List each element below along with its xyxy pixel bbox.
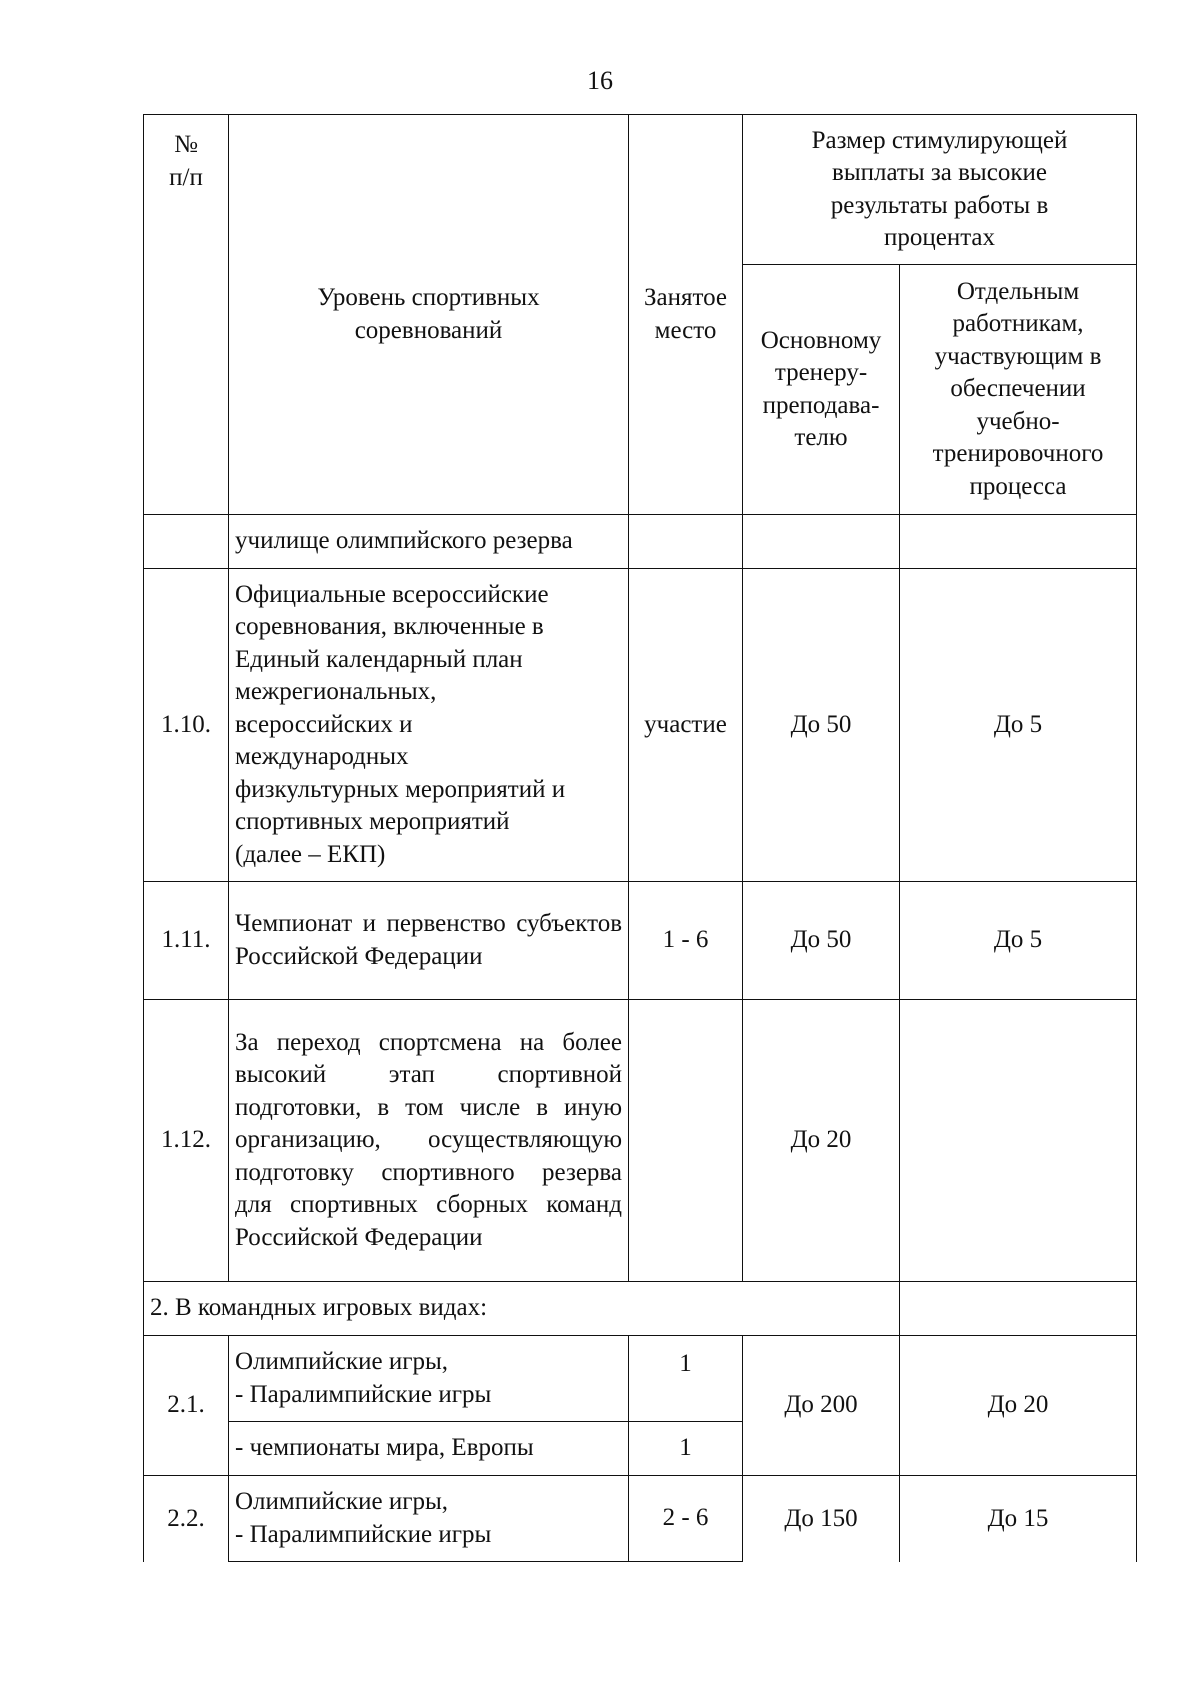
cell-level: За переход спортсмена на более высокий этап спортивной подготовки, в том числе в иную организацию, осуществляющую подготовку спортивного резерва для спортивных сборных команд Российской Федерации [229, 1000, 629, 1282]
cell-main-coach: До 50 [743, 569, 900, 882]
header-number-line: п/п [169, 163, 203, 191]
section-title: 2. В командных игровых видах: [144, 1282, 900, 1336]
cell-main-coach [743, 515, 900, 569]
cell-other-staff [900, 1000, 1137, 1282]
cell-main-coach: До 200 [743, 1336, 900, 1476]
table-row [144, 569, 1137, 882]
header-place-line: Занятое [644, 284, 727, 311]
cell-level-line: Единый календарный план [235, 645, 523, 673]
cell-number: 1.10. [144, 569, 229, 882]
cell-main-coach: До 150 [743, 1476, 900, 1562]
cell-other-staff [900, 515, 1137, 569]
header-number [144, 115, 229, 515]
cell-level: Чемпионат и первенство субъектов Российской Федерации [229, 882, 629, 1000]
header-payment-line: процентах [883, 224, 996, 251]
header-place-line: место [654, 316, 717, 344]
cell-other-staff: До 20 [900, 1336, 1137, 1476]
cell-number [144, 515, 229, 569]
header-other-staff-line: Отдельным [956, 277, 1080, 305]
header-level [229, 115, 629, 515]
cell-other-staff [900, 1282, 1137, 1336]
cell-level-line: международных [235, 743, 409, 771]
cell-number: 2.2. [144, 1476, 229, 1562]
header-level-line: Уровень спортивных [317, 284, 540, 311]
cell-other-staff: До 5 [900, 882, 1137, 1000]
cell-main-coach: До 20 [743, 1000, 900, 1282]
section-row [144, 1282, 1137, 1336]
header-payment-line: Размер стимулирующей [811, 126, 1068, 154]
header-place [629, 115, 743, 515]
cell-number: 2.1. [144, 1336, 229, 1476]
header-main-coach-line: преподава- [762, 391, 880, 419]
cell-level: - чемпионаты мира, Европы [229, 1422, 629, 1476]
cell-level [229, 1336, 629, 1422]
cell-place: 1 - 6 [629, 882, 743, 1000]
cell-other-staff: До 15 [900, 1476, 1137, 1562]
cell-level: училище олимпийского резерва [229, 515, 629, 569]
payment-table [143, 114, 1137, 1562]
table-row [144, 1476, 1137, 1562]
cell-level [229, 1476, 629, 1562]
header-other-staff-line: работникам, [952, 310, 1084, 338]
header-main-coach-line: телю [794, 424, 848, 451]
cell-level-line: (далее – ЕКП) [235, 840, 386, 868]
cell-level-line: Олимпийские игры, [235, 1488, 449, 1515]
cell-place [629, 515, 743, 569]
header-payment-line: результаты работы в [830, 191, 1049, 219]
cell-place: участие [629, 569, 743, 882]
header-level-line: соревнований [354, 316, 503, 344]
cell-other-staff: До 5 [900, 569, 1137, 882]
cell-number: 1.11. [144, 882, 229, 1000]
header-other-staff [900, 265, 1137, 515]
cell-place: 1 [629, 1336, 743, 1422]
cell-level-line: соревнования, включенные в [235, 613, 544, 641]
header-other-staff-line: участвующим в [934, 342, 1102, 370]
cell-place [629, 1000, 743, 1282]
header-main-coach [743, 265, 900, 515]
table-row [144, 882, 1137, 1000]
cell-level-line: межрегиональных, [235, 678, 437, 706]
cell-level-line: - Паралимпийские игры [235, 1380, 492, 1408]
cell-level-line: - Паралимпийские игры [235, 1520, 492, 1548]
cell-number: 1.12. [144, 1000, 229, 1282]
cell-level-line: спортивных мероприятий [235, 808, 510, 836]
header-other-staff-line: тренировочного [932, 440, 1104, 468]
cell-level-line: физкультурных мероприятий и [235, 775, 566, 803]
cell-place: 1 [629, 1422, 743, 1476]
cell-level-line: Официальные всероссийские [235, 580, 549, 608]
header-other-staff-line: обеспечении [950, 375, 1086, 403]
cell-level [229, 569, 629, 882]
cell-level-line: Олимпийские игры, [235, 1348, 449, 1375]
header-payment-line: выплаты за высокие [832, 159, 1047, 186]
header-main-coach-line: Основному [760, 326, 882, 354]
cell-main-coach: До 50 [743, 882, 900, 1000]
table-row [144, 515, 1137, 569]
header-payment-group [743, 115, 1137, 265]
page-number: 16 [587, 66, 613, 95]
table-row [144, 1000, 1137, 1282]
header-number-line: № [174, 131, 198, 158]
header-other-staff-line: учебно- [976, 407, 1060, 435]
cell-place: 2 - 6 [629, 1476, 743, 1562]
header-main-coach-line: тренеру- [774, 359, 868, 386]
cell-level-line: всероссийских и [235, 710, 413, 738]
table-row [144, 1336, 1137, 1422]
header-other-staff-line: процесса [969, 472, 1067, 500]
